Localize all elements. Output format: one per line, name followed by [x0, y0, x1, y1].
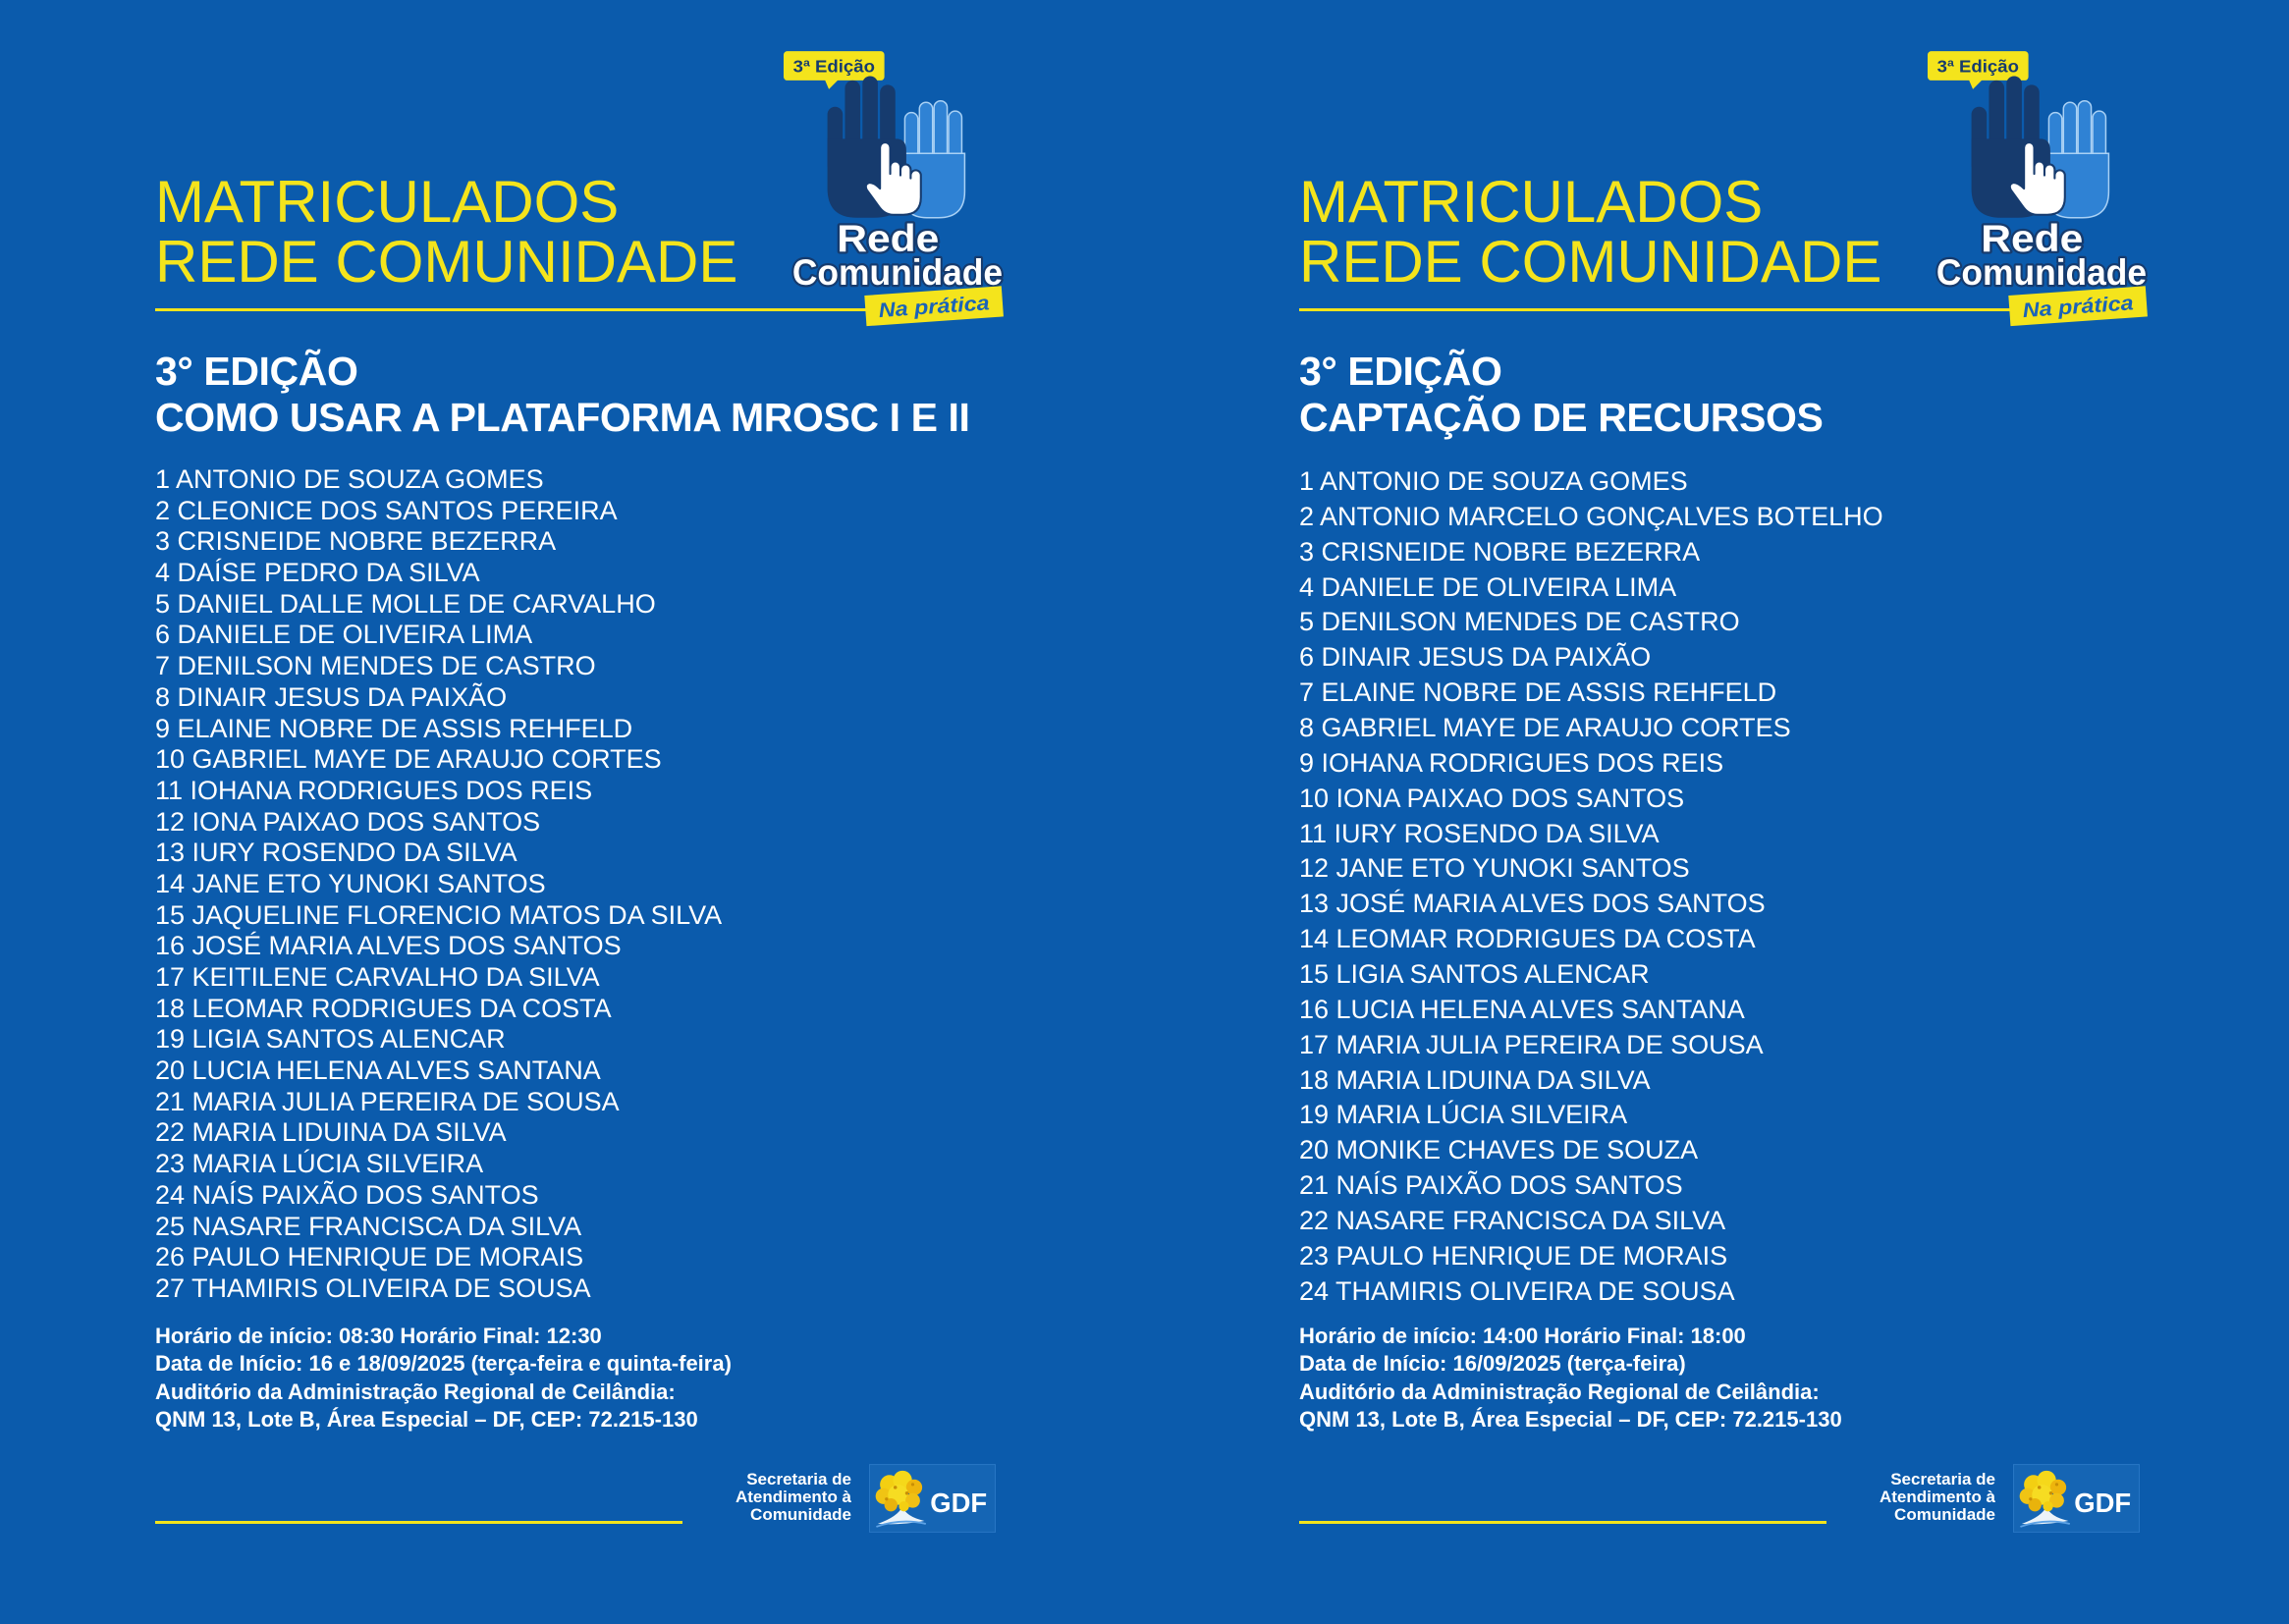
enrollee-item: 22 NASARE FRANCISCA DA SILVA	[1299, 1206, 1726, 1236]
enrollee-item: 19 LIGIA SANTOS ALENCAR	[155, 1024, 506, 1055]
enrollee-item: 14 LEOMAR RODRIGUES DA COSTA	[1299, 924, 1756, 954]
panel-right	[1299, 0, 2163, 1624]
enrollee-item: 16 LUCIA HELENA ALVES SANTANA	[1299, 994, 1745, 1024]
enrollee-item: 4 DAÍSE PEDRO DA SILVA	[155, 558, 480, 588]
enrollee-item: 17 MARIA JULIA PEREIRA DE SOUSA	[1299, 1029, 1764, 1059]
title-line-1: MATRICULADOS	[1299, 169, 1764, 235]
enrollee-item: 3 CRISNEIDE NOBRE BEZERRA	[1299, 536, 1701, 567]
enrollee-item: 23 MARIA LÚCIA SILVEIRA	[155, 1149, 484, 1179]
edition-label: 3° EDIÇÃO	[1299, 349, 1502, 394]
enrollee-item: 5 DANIEL DALLE MOLLE DE CARVALHO	[155, 588, 656, 619]
schedule-date: Data de Início: 16 e 18/09/2025 (terça-feira e quinta-feira)	[155, 1351, 732, 1377]
course-title: CAPTAÇÃO DE RECURSOS	[1299, 395, 1824, 440]
edition-badge-label: 3ª Edição	[792, 57, 875, 77]
schedule-venue: Auditório da Administração Regional de Ceilândia:	[1299, 1379, 1820, 1404]
course-heading	[155, 349, 970, 441]
enrollee-item: 23 PAULO HENRIQUE DE MORAIS	[1299, 1240, 1728, 1271]
gdf-label: GDF	[930, 1487, 988, 1519]
enrollee-item: 20 LUCIA HELENA ALVES SANTANA	[155, 1056, 601, 1086]
enrollee-item: 20 MONIKE CHAVES DE SOUZA	[1299, 1135, 1699, 1165]
enrollee-item: 24 NAÍS PAIXÃO DOS SANTOS	[155, 1179, 539, 1210]
enrollee-item: 15 JAQUELINE FLORENCIO MATOS DA SILVA	[155, 899, 723, 930]
enrollee-item: 3 CRISNEIDE NOBRE BEZERRA	[155, 526, 557, 557]
enrollee-item: 13 JOSÉ MARIA ALVES DOS SANTOS	[1299, 889, 1766, 919]
gdf-logo	[869, 1464, 996, 1533]
footer-divider	[1299, 1521, 1826, 1524]
enrollee-item: 2 CLEONICE DOS SANTOS PEREIRA	[155, 495, 618, 525]
rede-comunidade-logo	[781, 48, 1011, 326]
enrollee-item: 10 IONA PAIXAO DOS SANTOS	[1299, 783, 1685, 813]
gdf-label: GDF	[2074, 1487, 2132, 1519]
enrollee-item: 17 KEITILENE CARVALHO DA SILVA	[155, 962, 600, 992]
secretaria-label	[1829, 1471, 1995, 1524]
schedule-time: Horário de início: 14:00 Horário Final: 18:00	[1299, 1324, 1746, 1348]
enrollee-item: 9 IOHANA RODRIGUES DOS REIS	[1299, 747, 1724, 778]
enrollee-item: 10 GABRIEL MAYE DE ARAUJO CORTES	[155, 744, 662, 775]
secretaria-line-3: Comunidade	[1894, 1505, 1995, 1524]
title-divider	[1299, 308, 2018, 311]
enrollee-item: 7 ELAINE NOBRE DE ASSIS REHFELD	[1299, 677, 1777, 708]
course-heading	[1299, 349, 1823, 441]
enrollee-item: 21 NAÍS PAIXÃO DOS SANTOS	[1299, 1170, 1683, 1201]
enrollee-item: 22 MARIA LIDUINA DA SILVA	[155, 1117, 507, 1148]
enrollee-item: 11 IOHANA RODRIGUES DOS REIS	[155, 775, 593, 805]
schedule-venue: Auditório da Administração Regional de Ceilândia:	[155, 1379, 676, 1404]
enrollee-item: 19 MARIA LÚCIA SILVEIRA	[1299, 1100, 1628, 1130]
title-line-2: REDE COMUNIDADE	[155, 229, 738, 295]
enrollee-item: 2 ANTONIO MARCELO GONÇALVES BOTELHO	[1299, 501, 1883, 531]
course-title: COMO USAR A PLATAFORMA MROSC I E II	[155, 395, 970, 440]
schedule-info	[1299, 1323, 1842, 1434]
brand-name-line-2: Comunidade	[1935, 251, 2148, 294]
edition-badge-label: 3ª Edição	[1936, 57, 2019, 77]
enrollee-item: 7 DENILSON MENDES DE CASTRO	[155, 651, 596, 681]
enrollee-item: 8 GABRIEL MAYE DE ARAUJO CORTES	[1299, 713, 1791, 743]
secretaria-label	[685, 1471, 851, 1524]
brand-name-line-1: Rede	[837, 217, 940, 260]
secretaria-line-2: Atendimento à	[735, 1488, 851, 1506]
tagline-label: Na prática	[878, 293, 979, 323]
enrollee-list	[1299, 464, 1883, 1310]
schedule-info	[155, 1323, 732, 1434]
enrollee-item: 5 DENILSON MENDES DE CASTRO	[1299, 607, 1740, 637]
enrollee-item: 1 ANTONIO DE SOUZA GOMES	[155, 464, 544, 494]
enrollee-item: 6 DINAIR JESUS DA PAIXÃO	[1299, 642, 1652, 673]
enrollee-item: 12 IONA PAIXAO DOS SANTOS	[155, 806, 541, 837]
secretaria-line-1: Secretaria de	[746, 1470, 851, 1489]
schedule-time: Horário de início: 08:30 Horário Final: 12:30	[155, 1324, 602, 1348]
enrollee-item: 9 ELAINE NOBRE DE ASSIS REHFELD	[155, 713, 633, 743]
enrollee-item: 6 DANIELE DE OLIVEIRA LIMA	[155, 620, 533, 650]
brand-name-line-2: Comunidade	[791, 251, 1004, 294]
enrollee-item: 14 JANE ETO YUNOKI SANTOS	[155, 868, 546, 898]
title-divider	[155, 308, 874, 311]
tagline-label: Na prática	[2022, 293, 2123, 323]
enrollee-item: 16 JOSÉ MARIA ALVES DOS SANTOS	[155, 931, 622, 961]
page-title	[155, 169, 738, 295]
title-line-1: MATRICULADOS	[155, 169, 620, 235]
brand-name-line-1: Rede	[1981, 217, 2084, 260]
enrollee-item: 13 IURY ROSENDO DA SILVA	[155, 838, 518, 868]
enrollee-item: 1 ANTONIO DE SOUZA GOMES	[1299, 466, 1688, 496]
enrollee-item: 15 LIGIA SANTOS ALENCAR	[1299, 959, 1650, 990]
secretaria-line-3: Comunidade	[750, 1505, 851, 1524]
page-title	[1299, 169, 1882, 295]
enrollee-item: 18 MARIA LIDUINA DA SILVA	[1299, 1064, 1651, 1095]
title-line-2: REDE COMUNIDADE	[1299, 229, 1882, 295]
enrollee-item: 21 MARIA JULIA PEREIRA DE SOUSA	[155, 1086, 620, 1116]
schedule-address: QNM 13, Lote B, Área Especial – DF, CEP: 72.215-130	[155, 1406, 698, 1432]
footer-divider	[155, 1521, 682, 1524]
edition-label: 3° EDIÇÃO	[155, 349, 358, 394]
enrollee-item: 24 THAMIRIS OLIVEIRA DE SOUSA	[1299, 1275, 1735, 1306]
enrollee-item: 26 PAULO HENRIQUE DE MORAIS	[155, 1242, 584, 1272]
enrollee-item: 11 IURY ROSENDO DA SILVA	[1299, 818, 1660, 848]
secretaria-line-1: Secretaria de	[1890, 1470, 1995, 1489]
enrollee-item: 18 LEOMAR RODRIGUES DA COSTA	[155, 993, 612, 1023]
rede-comunidade-logo	[1925, 48, 2155, 326]
enrollee-item: 12 JANE ETO YUNOKI SANTOS	[1299, 853, 1690, 884]
gdf-logo	[2013, 1464, 2140, 1533]
enrollee-item: 25 NASARE FRANCISCA DA SILVA	[155, 1211, 582, 1241]
schedule-date: Data de Início: 16/09/2025 (terça-feira)	[1299, 1351, 1686, 1377]
enrollee-item: 4 DANIELE DE OLIVEIRA LIMA	[1299, 571, 1677, 602]
schedule-address: QNM 13, Lote B, Área Especial – DF, CEP: 72.215-130	[1299, 1406, 1842, 1432]
secretaria-line-2: Atendimento à	[1879, 1488, 1995, 1506]
panel-left	[155, 0, 1019, 1624]
enrollee-item: 27 THAMIRIS OLIVEIRA DE SOUSA	[155, 1272, 591, 1303]
enrollee-list	[155, 464, 722, 1305]
enrollee-item: 8 DINAIR JESUS DA PAIXÃO	[155, 681, 508, 712]
